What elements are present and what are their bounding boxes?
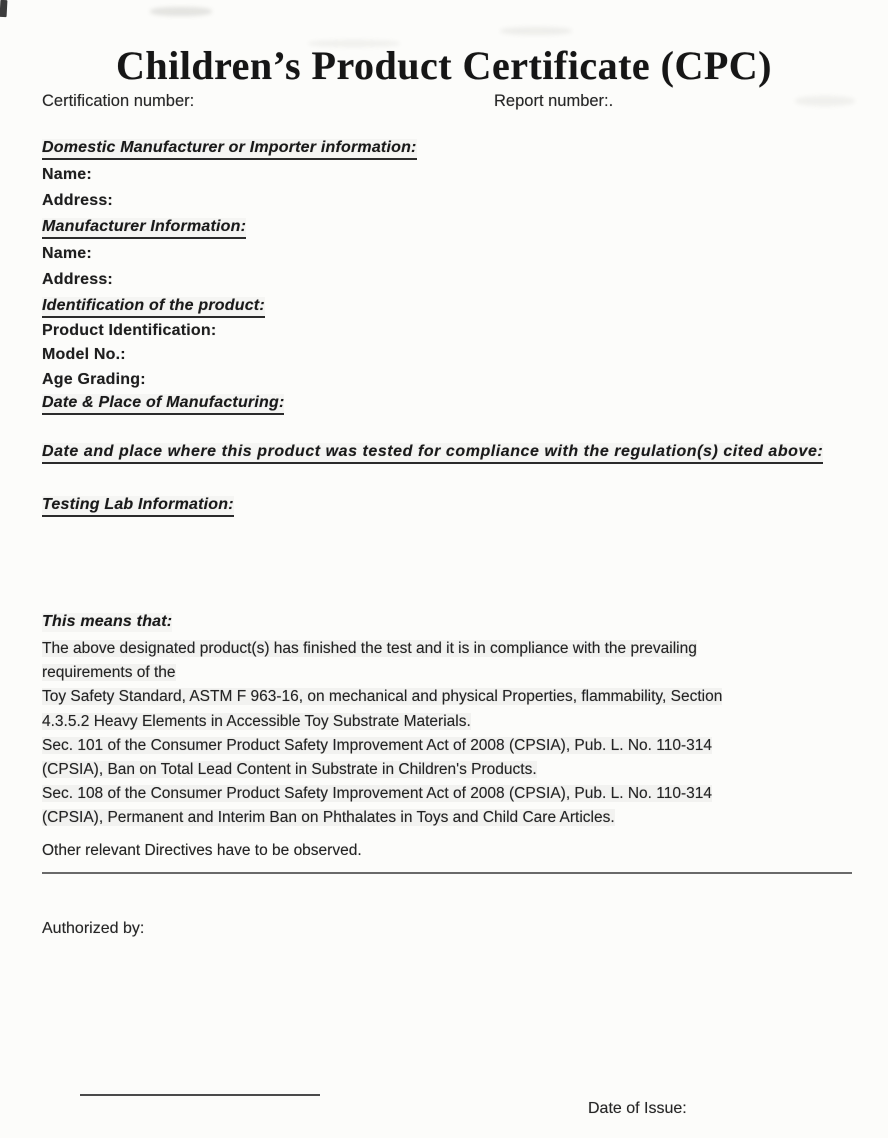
section-heading-testing-lab: Testing Lab Information:	[42, 496, 234, 517]
compliance-line: requirements of the	[42, 664, 176, 682]
section-heading-this-means-that: This means that:	[42, 613, 173, 630]
manufacturer-address-label: Address:	[42, 271, 113, 288]
directives-note: Other relevant Directives have to be observed.	[42, 842, 362, 859]
section-heading-date-place-manufacturing: Date & Place of Manufacturing:	[42, 394, 284, 415]
manufacturer-name-label: Name:	[42, 245, 92, 262]
product-identification-label: Product Identification:	[42, 322, 217, 339]
compliance-line: Sec. 101 of the Consumer Product Safety Improvement Act of 2008 (CPSIA), Pub. L. No. 110-314	[42, 736, 713, 754]
scan-smudge	[500, 27, 572, 35]
section-heading-manufacturer: Manufacturer Information:	[42, 218, 246, 239]
section-heading-tested-for-compliance: Date and place where this product was tested for compliance with the regulation(s) cited above:	[42, 443, 823, 464]
scan-corner-artifact	[0, 0, 7, 17]
compliance-paragraph	[42, 637, 868, 831]
age-grading-label: Age Grading:	[42, 371, 146, 388]
report-number-label: Report number:.	[494, 92, 614, 110]
date-of-issue-label: Date of Issue:	[588, 1100, 687, 1117]
model-no-label: Model No.:	[42, 346, 126, 363]
signature-line	[80, 1094, 320, 1096]
horizontal-divider	[42, 872, 852, 874]
compliance-line: (CPSIA), Ban on Total Lead Content in Substrate in Children's Products.	[42, 761, 537, 779]
compliance-line: 4.3.5.2 Heavy Elements in Accessible Toy Substrate Materials.	[42, 712, 471, 730]
page-title: Children’s Product Certificate (CPC)	[115, 43, 772, 88]
section-heading-domestic-manufacturer: Domestic Manufacturer or Importer information:	[42, 139, 417, 160]
compliance-line: The above designated product(s) has finished the test and it is in compliance with the prevailing	[42, 640, 697, 657]
authorized-by-label: Authorized by:	[42, 920, 145, 937]
compliance-line: Toy Safety Standard, ASTM F 963-16, on mechanical and physical Properties, flammability, Section	[42, 688, 723, 706]
compliance-line: Sec. 108 of the Consumer Product Safety Improvement Act of 2008 (CPSIA), Pub. L. No. 110-314	[42, 785, 713, 803]
certification-number-label: Certification number:	[42, 92, 195, 110]
section-heading-identification: Identification of the product:	[42, 297, 265, 318]
domestic-address-label: Address:	[42, 192, 113, 209]
domestic-name-label: Name:	[42, 166, 92, 183]
compliance-line: (CPSIA), Permanent and Interim Ban on Phthalates in Toys and Child Care Articles.	[42, 809, 615, 827]
scan-smudge	[150, 7, 212, 16]
scan-smudge	[795, 96, 855, 106]
